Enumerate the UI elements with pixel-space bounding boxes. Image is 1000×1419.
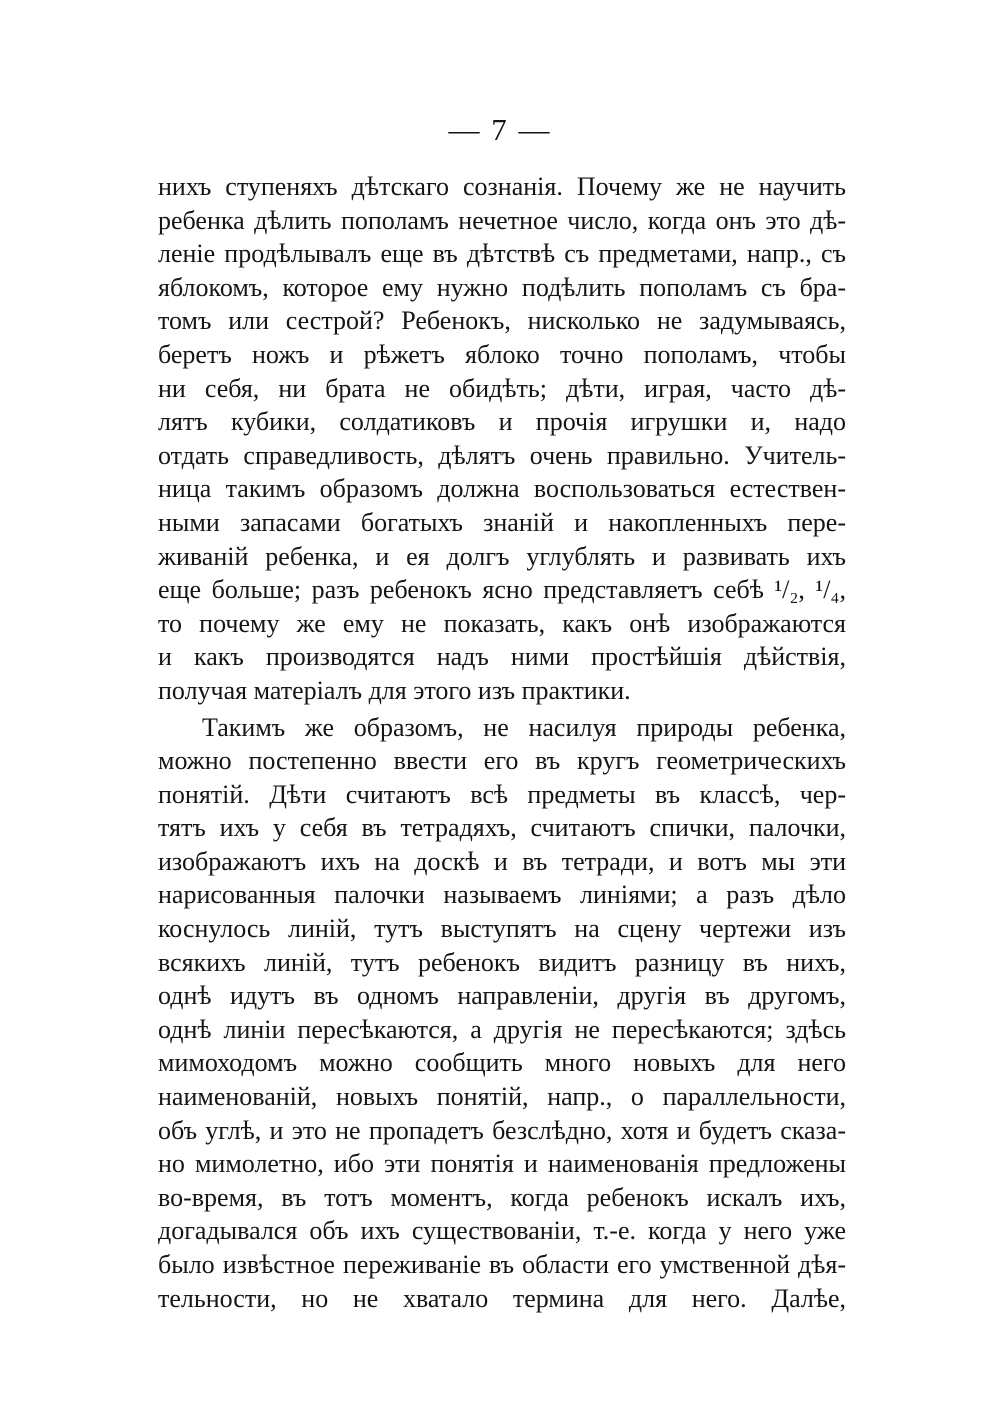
paragraph-2 bbox=[158, 711, 846, 1316]
text-line: и какъ производятся надъ ними простѣйшія дѣйствія, bbox=[158, 642, 846, 672]
text-line: еще больше; разъ ребенокъ ясно представляетъ себѣ ¹/₂, ¹/₄, bbox=[158, 575, 846, 605]
text-line: мимоходомъ можно сообщить много новыхъ для него bbox=[158, 1048, 846, 1078]
text-line: нарисованныя палочки называемъ линіями; а разъ дѣло bbox=[158, 880, 846, 910]
paragraph-1 bbox=[158, 170, 846, 708]
text-line: беретъ ножъ и рѣжетъ яблоко точно пополамъ, чтобы bbox=[158, 339, 846, 369]
text-line: коснулось линій, тутъ выступятъ на сцену чертежи изъ bbox=[158, 914, 846, 944]
text-line: однѣ линіи пересѣкаются, а другія не пересѣкаются; здѣсь bbox=[158, 1014, 846, 1044]
text-line: однѣ идутъ въ одномъ направленіи, другія въ другомъ, bbox=[158, 981, 846, 1011]
text-line: ными запасами богатыхъ знаній и накопленныхъ пере- bbox=[158, 507, 846, 537]
text-line: изображаютъ ихъ на доскѣ и въ тетради, и вотъ мы эти bbox=[158, 846, 846, 876]
text-line: объ углѣ, и это не пропадетъ безслѣдно, хотя и будетъ сказа- bbox=[158, 1115, 846, 1145]
text-line: во-время, въ тотъ моментъ, когда ребенокъ искалъ ихъ, bbox=[158, 1182, 846, 1212]
text-line: но мимолетно, ибо эти понятія и наименованія предложены bbox=[158, 1149, 846, 1179]
text-line: лятъ кубики, солдатиковъ и прочія игрушки и, надо bbox=[158, 407, 846, 437]
text-line: яблокомъ, которое ему нужно подѣлить пополамъ съ бра- bbox=[158, 272, 846, 302]
text-line: догадывался объ ихъ существованіи, т.-е. когда у него уже bbox=[158, 1216, 846, 1246]
text-line: всякихъ линій, тутъ ребенокъ видитъ разницу въ нихъ, bbox=[158, 947, 846, 977]
text-line: получая матеріалъ для этого изъ практики. bbox=[158, 675, 631, 705]
text-line: отдать справедливость, дѣлятъ очень правильно. Учитель- bbox=[158, 440, 846, 470]
body-text bbox=[158, 170, 846, 1315]
text-line: тельности, но не хватало термина для него. Далѣе, bbox=[158, 1283, 846, 1313]
text-line: ница такимъ образомъ должна воспользоваться естествен- bbox=[158, 474, 846, 504]
text-line: можно постепенно ввести его въ кругъ геометрическихъ bbox=[158, 746, 846, 776]
text-line: нихъ ступеняхъ дѣтскаго сознанія. Почему же не научить bbox=[158, 172, 846, 201]
text-line: наименованій, новыхъ понятій, напр., о параллельности, bbox=[158, 1082, 846, 1112]
text-line: было извѣстное переживаніе въ области его умственной дѣя- bbox=[158, 1250, 846, 1279]
text-line: тятъ ихъ у себя въ тетрадяхъ, считаютъ спички, палочки, bbox=[158, 813, 846, 843]
text-line: то почему же ему не показать, какъ онѣ изображаются bbox=[158, 608, 846, 638]
text-line: ни себя, ни брата не обидѣть; дѣти, играя, часто дѣ- bbox=[158, 373, 846, 403]
text-line: леніе продѣлывалъ еще въ дѣтствѣ съ предметами, напр., съ bbox=[158, 239, 846, 269]
text-line: Такимъ же образомъ, не насилуя природы ребенка, bbox=[202, 712, 846, 742]
text-line: томъ или сестрой? Ребенокъ, нисколько не задумываясь, bbox=[158, 306, 846, 336]
text-line: понятій. Дѣти считаютъ всѣ предметы въ классѣ, чер- bbox=[158, 779, 846, 809]
text-line: ребенка дѣлить пополамъ нечетное число, когда онъ это дѣ- bbox=[158, 205, 846, 235]
text-line: живаній ребенка, и ея долгъ углублять и развивать ихъ bbox=[158, 541, 846, 571]
page-number: — 7 — bbox=[448, 112, 552, 147]
